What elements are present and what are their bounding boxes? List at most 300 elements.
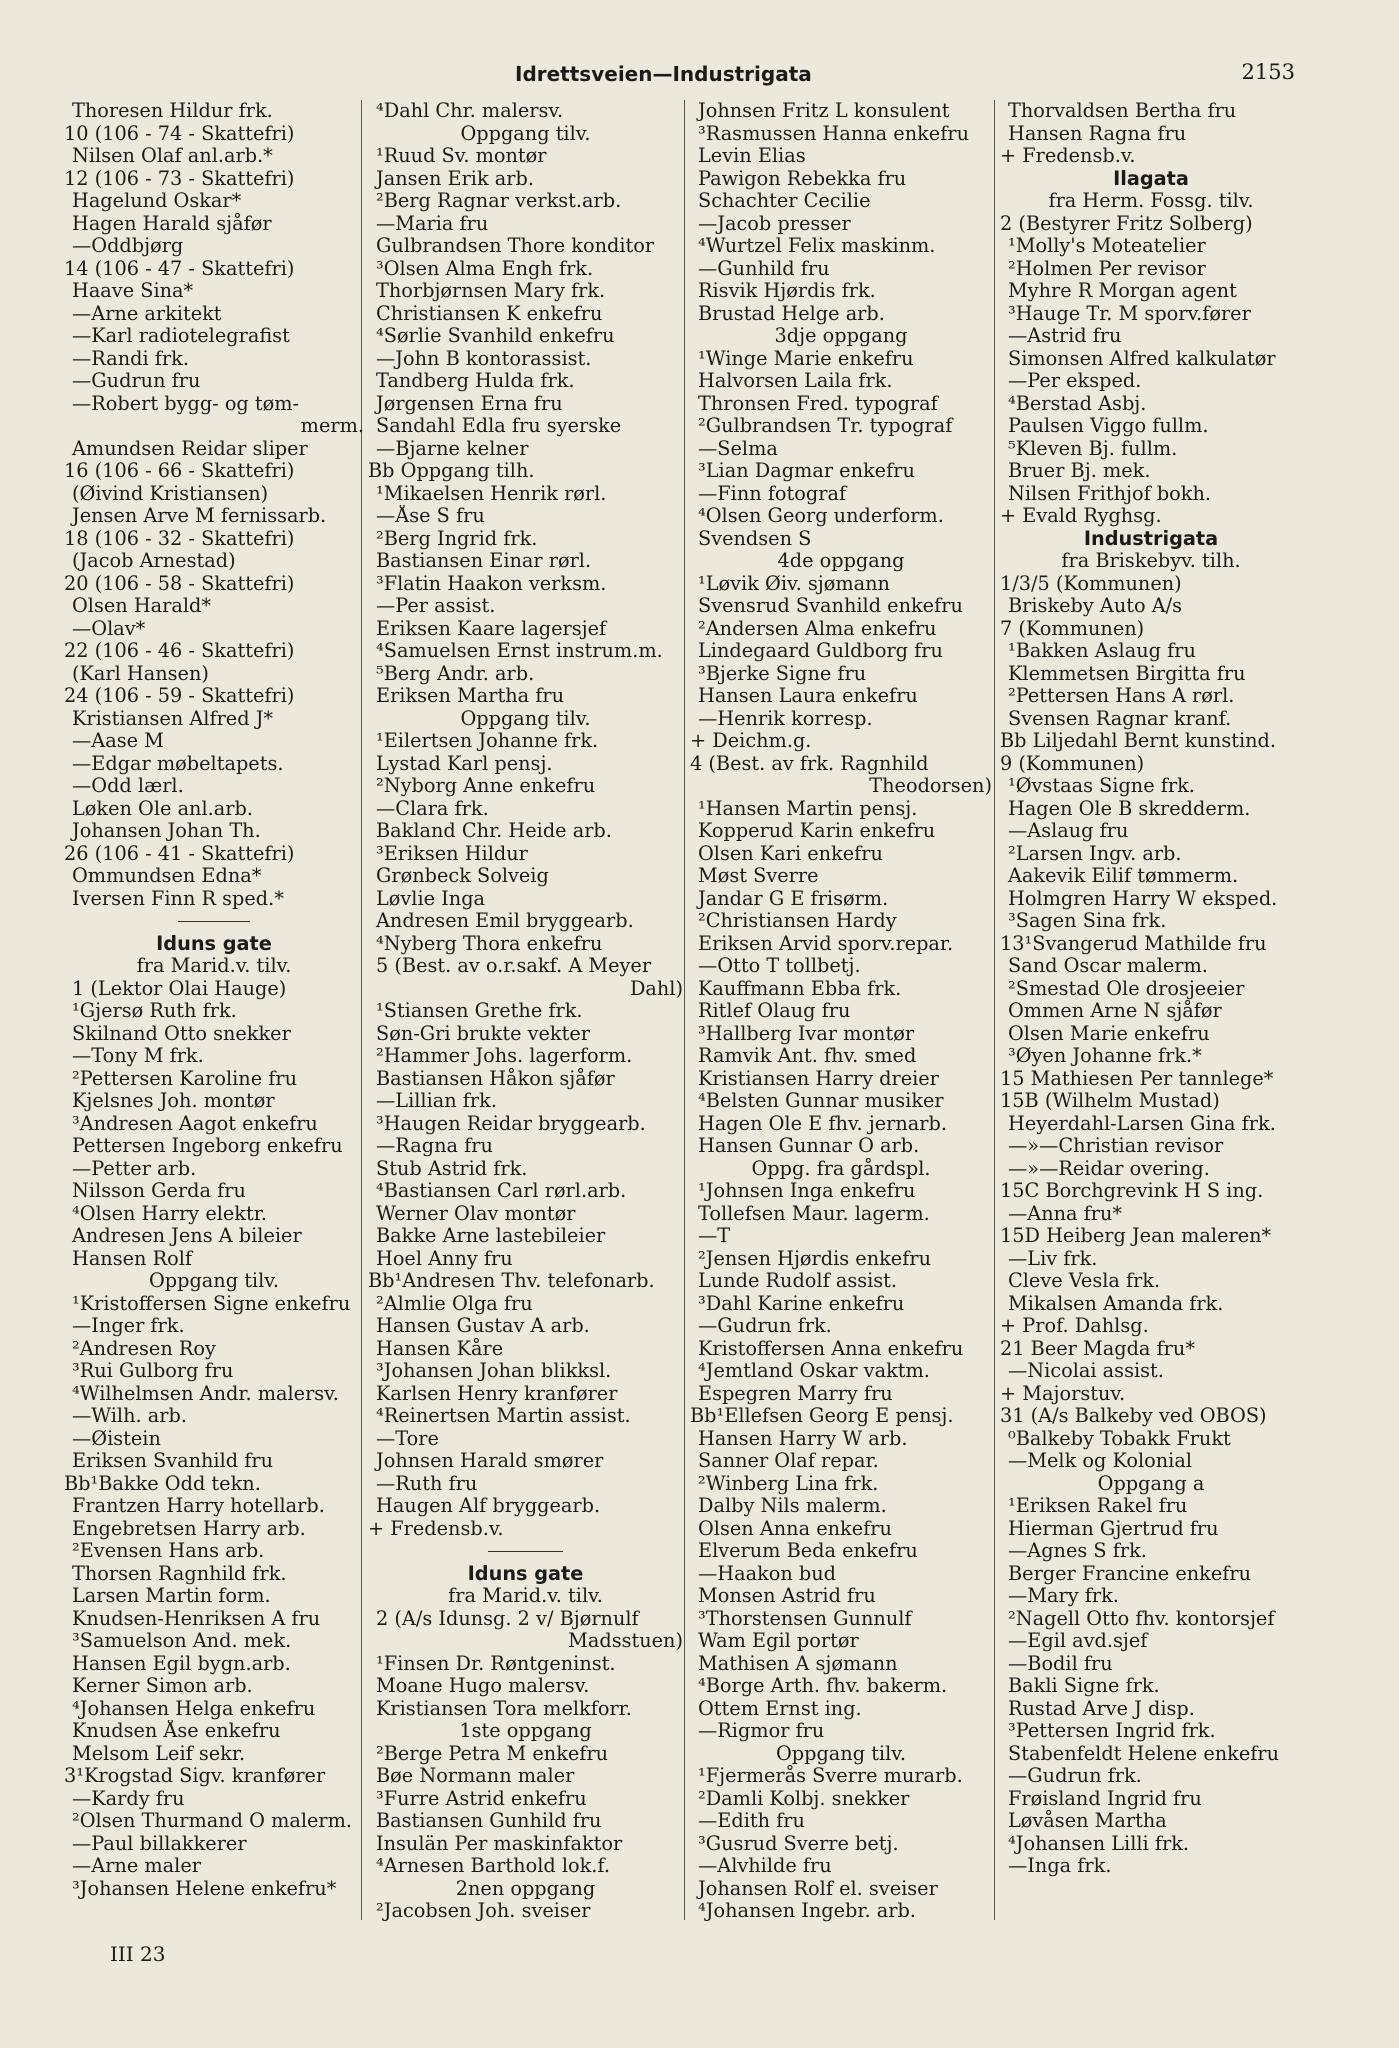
directory-entry: Madsstuen) bbox=[568, 1630, 683, 1652]
directory-entry: Ritlef Olaug fru bbox=[698, 1000, 851, 1022]
directory-entry: Thorsen Ragnhild frk. bbox=[72, 1562, 287, 1585]
directory-entry: 15C Borchgrevink H S ing. bbox=[1000, 1180, 1264, 1202]
directory-entry: 1/3/5 (Kommunen) bbox=[1000, 572, 1182, 595]
directory-entry: Johansen Rolf el. sveiser bbox=[698, 1877, 938, 1900]
directory-entry: —Otto T tollbetj. bbox=[698, 955, 861, 977]
directory-entry: Monsen Astrid fru bbox=[698, 1585, 876, 1607]
directory-entry: —Rigmor fru bbox=[698, 1720, 825, 1742]
directory-entry: ¹Løvik Øiv. sjømann bbox=[698, 572, 890, 595]
directory-entry: Kopperud Karin enkefru bbox=[698, 820, 936, 842]
street-heading: Iduns gate bbox=[467, 1562, 584, 1585]
directory-entry: Espegren Marry fru bbox=[698, 1382, 893, 1405]
directory-entry: ²Andresen Roy bbox=[72, 1337, 216, 1360]
directory-entry: ²Almlie Olga fru bbox=[376, 1292, 533, 1315]
directory-entry: ²Berg Ingrid frk. bbox=[376, 527, 538, 550]
directory-entry: Eriksen Kaare lagersjef bbox=[376, 617, 607, 640]
directory-entry: Melsom Leif sekr. bbox=[72, 1742, 246, 1765]
directory-entry: —Olav* bbox=[72, 617, 146, 640]
directory-entry: Hierman Gjertrud fru bbox=[1008, 1517, 1219, 1540]
directory-entry: Halvorsen Laila frk. bbox=[698, 370, 893, 392]
directory-entry: —»—Christian revisor bbox=[1008, 1135, 1224, 1157]
directory-entry: ²Berge Petra M enkefru bbox=[376, 1742, 609, 1765]
directory-entry: Hansen Gunnar O arb. bbox=[698, 1135, 920, 1157]
directory-entry: ²Smestad Ole drosjeeier bbox=[1008, 977, 1245, 1000]
directory-entry: —Karl radiotelegrafist bbox=[72, 325, 290, 347]
directory-entry: Mikalsen Amanda frk. bbox=[1008, 1292, 1224, 1315]
directory-entry: ²Holmen Per revisor bbox=[1008, 257, 1206, 280]
directory-entry: Hansen Harry W arb. bbox=[698, 1427, 908, 1450]
directory-entry: + Majorstuv. bbox=[1000, 1382, 1126, 1405]
directory-entry: merm. bbox=[300, 415, 364, 437]
directory-entry: ⁴Samuelsen Ernst instrum.m. bbox=[376, 640, 663, 662]
directory-entry: ³Dahl Karine enkefru bbox=[698, 1292, 905, 1315]
directory-entry: 3¹Krogstad Sigv. kranfører bbox=[64, 1765, 326, 1787]
directory-entry: ¹Eriksen Rakel fru bbox=[1008, 1495, 1188, 1517]
section-subheading: 3dje oppgang bbox=[774, 325, 908, 347]
directory-entry: Haave Sina* bbox=[72, 280, 194, 302]
directory-entry: Simonsen Alfred kalkulatør bbox=[1008, 347, 1276, 370]
directory-entry: —Kardy fru bbox=[72, 1787, 185, 1810]
directory-entry: ¹Mikaelsen Henrik rørl. bbox=[376, 482, 607, 505]
directory-entry: Nilsen Olaf anl.arb.* bbox=[72, 145, 273, 167]
directory-entry: ⁴Olsen Georg underform. bbox=[698, 505, 944, 527]
directory-entry: ¹Øvstaas Signe frk. bbox=[1008, 775, 1195, 797]
directory-entry: ²Berg Ragnar verkst.arb. bbox=[376, 190, 622, 212]
section-subheading: Oppgang tilv. bbox=[460, 707, 591, 730]
directory-entry: —Tony M frk. bbox=[72, 1045, 204, 1067]
directory-entry: ⁴Nyberg Thora enkefru bbox=[376, 932, 603, 955]
directory-entry: Sandahl Edla fru syerske bbox=[376, 415, 622, 437]
directory-entry: —Inger frk. bbox=[72, 1315, 185, 1337]
directory-entry: —Øistein bbox=[72, 1427, 161, 1450]
column-divider bbox=[994, 100, 995, 1920]
directory-entry: —Gunhild fru bbox=[698, 257, 830, 280]
directory-entry: Levin Elias bbox=[698, 145, 806, 167]
directory-entry: —Gudrun fru bbox=[72, 370, 201, 392]
directory-entry: Svendsen S bbox=[698, 527, 812, 550]
directory-entry: ¹Bakken Aslaug fru bbox=[1008, 640, 1196, 662]
directory-entry: Hoel Anny fru bbox=[376, 1247, 513, 1270]
directory-entry: 20 (106 - 58 - Skattefri) bbox=[64, 572, 295, 595]
directory-entry: ³Bjerke Signe fru bbox=[698, 662, 867, 685]
directory-entry: ¹Hansen Martin pensj. bbox=[698, 797, 918, 820]
directory-entry: —Maria fru bbox=[376, 212, 489, 235]
directory-entry: Tollefsen Maur. lagerm. bbox=[698, 1202, 930, 1225]
directory-entry: Stabenfeldt Helene enkefru bbox=[1008, 1742, 1280, 1765]
directory-entry: —Anna fru* bbox=[1008, 1202, 1123, 1225]
directory-entry: Løvåsen Martha bbox=[1008, 1810, 1167, 1832]
directory-entry: ⁴Johansen Ingebr. arb. bbox=[698, 1900, 916, 1922]
directory-entry: —Per assist. bbox=[376, 595, 496, 617]
street-heading: Iduns gate bbox=[156, 932, 272, 955]
directory-entry: Risvik Hjørdis frk. bbox=[698, 280, 876, 302]
directory-entry: —Aase M bbox=[72, 730, 164, 752]
directory-entry: ⁴Jemtland Oskar vaktm. bbox=[698, 1360, 930, 1382]
directory-entry: ²Olsen Thurmand O malerm. bbox=[72, 1810, 353, 1832]
section-subheading: Oppgang tilv. bbox=[460, 122, 591, 145]
directory-column-1 bbox=[64, 100, 364, 1900]
directory-entry: Ottem Ernst ing. bbox=[698, 1697, 862, 1720]
directory-entry: —Randi frk. bbox=[72, 347, 189, 370]
section-subheading: fra Marid.v. tilv. bbox=[136, 955, 292, 977]
running-head: Idrettsveien—Industrigata bbox=[515, 62, 812, 86]
directory-entry: Ramvik Ant. fhv. smed bbox=[698, 1045, 917, 1067]
directory-entry: 18 (106 - 32 - Skattefri) bbox=[64, 527, 295, 550]
directory-entry: ¹Molly's Moteatelier bbox=[1008, 235, 1206, 257]
directory-entry: Jandar G E frisørm. bbox=[698, 887, 889, 910]
directory-entry: —Robert bygg- og tøm- bbox=[72, 392, 300, 415]
directory-entry: Bastiansen Einar rørl. bbox=[376, 550, 592, 572]
directory-entry: —Alvhilde fru bbox=[698, 1855, 832, 1877]
directory-entry: Pettersen Ingeborg enkefru bbox=[72, 1135, 343, 1157]
street-heading: Ilagata bbox=[1113, 167, 1189, 190]
directory-entry: Nilsen Frithjof bokh. bbox=[1008, 482, 1212, 505]
directory-entry: + Fredensb.v. bbox=[368, 1517, 504, 1540]
directory-entry: ³Hallberg Ivar montør bbox=[698, 1022, 915, 1045]
directory-entry: ¹Stiansen Grethe frk. bbox=[376, 1000, 583, 1022]
directory-entry: ¹Gjersø Ruth frk. bbox=[72, 1000, 237, 1022]
directory-entry: Haugen Alf bryggearb. bbox=[376, 1495, 601, 1517]
directory-entry: Wam Egil portør bbox=[698, 1630, 859, 1652]
directory-entry: Hansen Kåre bbox=[376, 1337, 504, 1360]
column-divider bbox=[684, 100, 685, 1920]
directory-entry: ⁴Berstad Asbj. bbox=[1008, 392, 1147, 415]
directory-entry: Johansen Johan Th. bbox=[72, 820, 261, 842]
directory-entry: —Egil avd.sjef bbox=[1008, 1630, 1148, 1652]
directory-entry: Bb¹Andresen Thv. telefonarb. bbox=[368, 1270, 655, 1292]
directory-entry: Johnsen Harald smører bbox=[376, 1450, 604, 1472]
directory-entry: 10 (106 - 74 - Skattefri) bbox=[64, 122, 295, 145]
directory-entry: —Arne arkitekt bbox=[72, 302, 222, 325]
directory-entry: Sanner Olaf repar. bbox=[698, 1450, 879, 1472]
directory-entry: 1 (Lektor Olai Hauge) bbox=[72, 977, 287, 1000]
directory-entry: Iversen Finn R sped.* bbox=[72, 887, 284, 910]
directory-column-3 bbox=[690, 100, 992, 1923]
directory-entry: Ommundsen Edna* bbox=[72, 865, 262, 887]
directory-entry: Andresen Jens A bileier bbox=[72, 1225, 302, 1247]
directory-entry: —Selma bbox=[698, 437, 778, 460]
directory-entry: 26 (106 - 41 - Skattefri) bbox=[64, 842, 295, 865]
directory-entry: ¹Finsen Dr. Røntgeninst. bbox=[376, 1652, 616, 1675]
directory-entry: Bastiansen Gunhild fru bbox=[376, 1810, 602, 1832]
directory-entry: —Arne maler bbox=[72, 1855, 201, 1877]
directory-entry: ³Johansen Helene enkefru* bbox=[72, 1877, 337, 1900]
directory-entry: —Melk og Kolonial bbox=[1008, 1450, 1193, 1472]
directory-entry: ⁴Bastiansen Carl rørl.arb. bbox=[376, 1180, 627, 1202]
directory-entry: 15D Heiberg Jean maleren* bbox=[1000, 1225, 1272, 1247]
directory-entry: Werner Olav montør bbox=[376, 1202, 576, 1225]
directory-entry: ²Christiansen Hardy bbox=[698, 910, 897, 932]
directory-entry: —Gudrun frk. bbox=[698, 1315, 832, 1337]
directory-entry: Bakke Arne lastebileier bbox=[376, 1225, 606, 1247]
section-subheading: 4de oppgang bbox=[777, 550, 905, 572]
directory-entry: —Oddbjørg bbox=[72, 235, 184, 257]
directory-entry: Paulsen Viggo fullm. bbox=[1008, 415, 1209, 437]
directory-entry: Bb Oppgang tilh. bbox=[368, 460, 535, 482]
section-divider bbox=[368, 1540, 683, 1563]
directory-entry: Svensen Ragnar kranf. bbox=[1008, 707, 1232, 730]
directory-entry: ¹Ruud Sv. montør bbox=[376, 145, 547, 167]
directory-entry: Hagen Harald sjåfør bbox=[72, 212, 272, 235]
page-number: 2153 bbox=[1241, 60, 1295, 84]
directory-entry: ³Andresen Aagot enkefru bbox=[72, 1112, 318, 1135]
directory-entry: Bruer Bj. mek. bbox=[1008, 460, 1151, 482]
directory-entry: Thorbjørnsen Mary frk. bbox=[376, 280, 606, 302]
directory-entry: Skilnand Otto snekker bbox=[72, 1022, 291, 1045]
directory-entry: ³Rasmussen Hanna enkefru bbox=[698, 122, 969, 145]
directory-entry: Briskeby Auto A/s bbox=[1008, 595, 1183, 617]
directory-entry: ²Nagell Otto fhv. kontorsjef bbox=[1008, 1607, 1275, 1630]
directory-entry: Hansen Laura enkefru bbox=[698, 685, 918, 707]
directory-entry: —Haakon bud bbox=[698, 1562, 837, 1585]
directory-entry: —Wilh. arb. bbox=[72, 1405, 187, 1427]
directory-entry: 2 (Bestyrer Fritz Solberg) bbox=[1000, 212, 1253, 235]
directory-entry: Tandberg Hulda frk. bbox=[376, 370, 575, 392]
directory-entry: Holmgren Harry W eksped. bbox=[1008, 887, 1278, 910]
street-heading: Industrigata bbox=[1083, 527, 1219, 550]
directory-entry: Lindegaard Guldborg fru bbox=[698, 640, 943, 662]
directory-entry: Kerner Simon arb. bbox=[72, 1675, 253, 1697]
directory-entry: —John B kontorassist. bbox=[376, 347, 592, 370]
directory-entry: ²Jacobsen Joh. sveiser bbox=[376, 1900, 591, 1922]
section-subheading: 2nen oppgang bbox=[455, 1877, 596, 1900]
directory-entry: Berger Francine enkefru bbox=[1008, 1562, 1252, 1585]
directory-entry: ⁵Kleven Bj. fullm. bbox=[1008, 437, 1178, 460]
directory-entry: Jensen Arve M fernissarb. bbox=[72, 505, 327, 527]
directory-entry: 22 (106 - 46 - Skattefri) bbox=[64, 640, 295, 662]
directory-entry: ⁵Berg Andr. arb. bbox=[376, 662, 535, 685]
directory-entry: ³Flatin Haakon verksm. bbox=[376, 572, 607, 595]
directory-entry: ⁴Reinertsen Martin assist. bbox=[376, 1405, 631, 1427]
directory-entry: ²Larsen Ingv. arb. bbox=[1008, 842, 1182, 865]
section-subheading: Oppg. fra gårdspl. bbox=[751, 1157, 931, 1180]
directory-entry: Karlsen Henry kranfører bbox=[376, 1382, 618, 1405]
directory-entry: Søn-Gri brukte vekter bbox=[376, 1022, 590, 1045]
directory-entry: 5 (Best. av o.r.sakf. A Meyer bbox=[376, 955, 652, 977]
directory-entry: —Ruth fru bbox=[376, 1472, 478, 1495]
directory-entry: 7 (Kommunen) bbox=[1000, 617, 1145, 640]
directory-column-4 bbox=[1000, 100, 1302, 1878]
directory-entry: 12 (106 - 73 - Skattefri) bbox=[64, 167, 295, 190]
directory-entry: ³Samuelson And. mek. bbox=[72, 1630, 292, 1652]
directory-entry: —Lillian frk. bbox=[376, 1090, 497, 1112]
directory-entry: Pawigon Rebekka fru bbox=[698, 167, 907, 190]
directory-entry: Brustad Helge arb. bbox=[698, 302, 885, 325]
section-subheading: Oppgang tilv. bbox=[148, 1270, 280, 1292]
directory-entry: ³Haugen Reidar bryggearb. bbox=[376, 1112, 646, 1135]
directory-entry: Nilsson Gerda fru bbox=[72, 1180, 246, 1202]
directory-entry: —Bjarne kelner bbox=[376, 437, 529, 460]
directory-entry: (Øivind Kristiansen) bbox=[72, 482, 269, 505]
directory-entry: ²Andersen Alma enkefru bbox=[698, 617, 937, 640]
directory-entry: Bøe Normann maler bbox=[376, 1765, 575, 1787]
directory-entry: 15 Mathiesen Per tannlege* bbox=[1000, 1067, 1274, 1090]
directory-entry: —Astrid fru bbox=[1008, 325, 1122, 347]
directory-entry: —Henrik korresp. bbox=[698, 707, 873, 730]
directory-entry: Sand Oscar malerm. bbox=[1008, 955, 1208, 977]
directory-entry: ²Pettersen Hans A rørl. bbox=[1008, 685, 1235, 707]
directory-entry: ⁴Belsten Gunnar musiker bbox=[698, 1090, 944, 1112]
directory-entry: Ommen Arne N sjåfør bbox=[1008, 1000, 1222, 1022]
directory-entry: ⁴Olsen Harry elektr. bbox=[72, 1202, 267, 1225]
directory-entry: ³Lian Dagmar enkefru bbox=[698, 460, 915, 482]
directory-entry: 9 (Kommunen) bbox=[1000, 752, 1145, 775]
directory-entry: ²Nyborg Anne enkefru bbox=[376, 775, 596, 797]
directory-entry: Andresen Emil bryggearb. bbox=[376, 910, 634, 932]
directory-entry: Bb Liljedahl Bernt kunstind. bbox=[1000, 730, 1277, 752]
directory-entry: Dahl) bbox=[629, 977, 683, 1000]
directory-entry: 4 (Best. av frk. Ragnhild bbox=[690, 752, 929, 775]
directory-entry: Rustad Arve J disp. bbox=[1008, 1697, 1195, 1720]
directory-entry: ⁴Arnesen Barthold lok.f. bbox=[376, 1855, 611, 1877]
directory-entry: Olsen Anna enkefru bbox=[698, 1517, 892, 1540]
directory-entry: Elverum Beda enkefru bbox=[698, 1540, 918, 1562]
section-subheading: fra Briskebyv. tilh. bbox=[1061, 550, 1241, 572]
directory-entry: Eriksen Arvid sporv.repar. bbox=[698, 932, 954, 955]
directory-entry: —Per ekspеd. bbox=[1008, 370, 1142, 392]
directory-entry: Hagelund Oskar* bbox=[72, 190, 242, 212]
directory-entry: + Deichm.g. bbox=[690, 730, 812, 752]
section-subheading: fra Marid.v. tilv. bbox=[448, 1585, 603, 1607]
directory-entry: Olsen Marie enkefru bbox=[1008, 1022, 1210, 1045]
directory-entry: ²Jensen Hjørdis enkefru bbox=[698, 1247, 931, 1270]
directory-entry: (Karl Hansen) bbox=[72, 662, 209, 685]
directory-entry: Lystad Karl pensj. bbox=[376, 752, 553, 775]
directory-entry: Frantzen Harry hotellarb. bbox=[72, 1495, 325, 1517]
directory-entry: ⁴Johansen Lilli frk. bbox=[1008, 1832, 1190, 1855]
directory-entry: ³Furre Astrid enkefru bbox=[376, 1787, 587, 1810]
directory-entry: —Gudrun frk. bbox=[1008, 1765, 1142, 1787]
directory-entry: Hansen Gustav A arb. bbox=[376, 1315, 590, 1337]
directory-entry: ⁴Johansen Helga enkefru bbox=[72, 1697, 316, 1720]
directory-entry: Thronsen Fred. typograf bbox=[698, 392, 938, 415]
directory-entry: Mathisen A sjømann bbox=[698, 1652, 898, 1675]
directory-entry: Cleve Vesla frk. bbox=[1008, 1270, 1161, 1292]
directory-entry: Aakevik Eilif tømmerm. bbox=[1008, 865, 1239, 887]
directory-entry: Eriksen Martha fru bbox=[376, 685, 565, 707]
directory-entry: ¹Kristoffersen Signe enkefru bbox=[72, 1292, 351, 1315]
directory-entry: —Edith fru bbox=[698, 1810, 805, 1832]
directory-entry: + Prof. Dahlsg. bbox=[1000, 1315, 1149, 1337]
directory-entry: —Mary frk. bbox=[1008, 1585, 1119, 1607]
directory-entry: Bb¹Ellefsen Georg E pensj. bbox=[690, 1405, 954, 1427]
directory-entry: Kristoffersen Anna enkefru bbox=[698, 1337, 964, 1360]
directory-entry: (Jacob Arnestad) bbox=[72, 550, 236, 572]
directory-entry: Svensrud Svanhild enkefru bbox=[698, 595, 963, 617]
directory-entry: Knudsen-Henriksen A fru bbox=[72, 1607, 321, 1630]
directory-entry: ²Gulbrandsen Tr. typograf bbox=[698, 415, 953, 437]
directory-entry: Jansen Erik arb. bbox=[376, 167, 534, 190]
directory-entry: ²Damli Kolbj. snekker bbox=[698, 1787, 910, 1810]
directory-entry: Kristiansen Harry dreier bbox=[698, 1067, 939, 1090]
section-subheading: Oppgang tilv. bbox=[775, 1742, 907, 1765]
directory-entry: Kjelsnes Joh. montør bbox=[72, 1090, 275, 1112]
directory-entry: Myhre R Morgan agent bbox=[1008, 280, 1237, 302]
directory-entry: Møst Sverre bbox=[698, 865, 819, 887]
directory-entry: Johnsen Fritz L konsulent bbox=[698, 100, 950, 122]
directory-entry: Hansen Egil bygn.arb. bbox=[72, 1652, 291, 1675]
directory-entry: Schachter Cecilie bbox=[698, 190, 871, 212]
directory-entry: + Evald Ryghsg. bbox=[1000, 505, 1162, 527]
directory-entry: ²Winberg Lina frk. bbox=[698, 1472, 879, 1495]
directory-entry: Christiansen K enkefru bbox=[376, 302, 603, 325]
section-divider bbox=[64, 910, 364, 933]
directory-entry: —»—Reidar overing. bbox=[1008, 1157, 1210, 1180]
directory-entry: Olsen Harald* bbox=[72, 595, 211, 617]
directory-entry: ⁴Dahl Chr. malersv. bbox=[376, 100, 564, 122]
directory-entry: Grønbeck Solveig bbox=[376, 865, 549, 887]
directory-entry: ⁴Wilhelmsen Andr. malersv. bbox=[72, 1382, 339, 1405]
section-subheading: 1ste oppgang bbox=[459, 1720, 592, 1742]
directory-entry: —Petter arb. bbox=[72, 1157, 197, 1180]
directory-entry: 16 (106 - 66 - Skattefri) bbox=[64, 460, 295, 482]
directory-entry: 21 Beer Magda fru* bbox=[1000, 1337, 1195, 1360]
directory-entry: ³Thorstensen Gunnulf bbox=[698, 1607, 912, 1630]
directory-entry: —Agnes S frk. bbox=[1008, 1540, 1147, 1562]
directory-entry: Dalby Nils malerm. bbox=[698, 1495, 887, 1517]
directory-entry: ³Pettersen Ingrid frk. bbox=[1008, 1720, 1216, 1742]
directory-entry: ³Olsen Alma Engh frk. bbox=[376, 257, 594, 280]
directory-entry: Kristiansen Alfred J* bbox=[72, 707, 274, 730]
directory-entry: Hansen Rolf bbox=[72, 1247, 193, 1270]
directory-entry: ²Evensen Hans arb. bbox=[72, 1540, 265, 1562]
directory-entry: 31 (A/s Balkeby ved OBOS) bbox=[1000, 1405, 1267, 1427]
directory-entry: Bakland Chr. Heide arb. bbox=[376, 820, 612, 842]
directory-entry: 14 (106 - 47 - Skattefri) bbox=[64, 257, 295, 280]
directory-entry: ³Eriksen Hildur bbox=[376, 842, 528, 865]
directory-entry: ²Hammer Johs. lagerform. bbox=[376, 1045, 633, 1067]
directory-entry: 13¹Svangerud Mathilde fru bbox=[1000, 932, 1267, 955]
directory-entry: ¹Johnsen Inga enkefru bbox=[698, 1180, 916, 1202]
directory-entry: ⁴Sørlie Svanhild enkefru bbox=[376, 325, 615, 347]
directory-entry: —Edgar møbeltapets. bbox=[72, 752, 284, 775]
directory-entry: + Fredensb.v. bbox=[1000, 145, 1136, 167]
directory-entry: —T bbox=[698, 1225, 731, 1247]
page-header bbox=[0, 62, 1399, 92]
directory-entry: ³Sagen Sina frk. bbox=[1008, 910, 1167, 932]
directory-entry: ⁴Wurtzel Felix maskinm. bbox=[698, 235, 936, 257]
directory-entry: Knudsen Åse enkefru bbox=[72, 1720, 281, 1742]
directory-entry: 24 (106 - 59 - Skattefri) bbox=[64, 685, 295, 707]
directory-entry: —Clara frk. bbox=[376, 797, 489, 820]
directory-entry: Thoresen Hildur frk. bbox=[72, 100, 273, 122]
directory-entry: Hagen Ole B skredderm. bbox=[1008, 797, 1251, 820]
directory-entry: Frøisland Ingrid fru bbox=[1008, 1787, 1202, 1810]
directory-entry: Eriksen Svanhild fru bbox=[72, 1450, 274, 1472]
signature-mark: III 23 bbox=[110, 1942, 166, 1966]
directory-entry: ¹Fjermerås Sverre murarb. bbox=[698, 1765, 963, 1787]
directory-entry: Klemmetsen Birgitta fru bbox=[1008, 662, 1246, 685]
directory-entry: —Nicolai assist. bbox=[1008, 1360, 1164, 1382]
directory-entry: —Aslaug fru bbox=[1008, 820, 1129, 842]
directory-entry: Hansen Ragna fru bbox=[1008, 122, 1187, 145]
directory-column-2 bbox=[368, 100, 683, 1923]
directory-entry: 2 (A/s Idunsg. 2 v/ Bjørnulf bbox=[376, 1607, 639, 1630]
directory-entry: Stub Astrid frk. bbox=[376, 1157, 528, 1180]
directory-entry: Larsen Martin form. bbox=[72, 1585, 271, 1607]
directory-entry: ³Johansen Johan blikksl. bbox=[376, 1360, 612, 1382]
directory-entry: 15B (Wilhelm Mustad) bbox=[1000, 1090, 1220, 1112]
directory-entry: —Odd lærl. bbox=[72, 775, 184, 797]
directory-entry: Theodorsen) bbox=[869, 775, 992, 797]
directory-entry: Kauffmann Ebba frk. bbox=[698, 977, 902, 1000]
directory-entry: —Ragna fru bbox=[376, 1135, 493, 1157]
directory-entry: ³Rui Gulborg fru bbox=[72, 1360, 234, 1382]
directory-entry: Insulän Per maskinfaktor bbox=[376, 1832, 623, 1855]
section-subheading: Oppgang a bbox=[1097, 1472, 1205, 1495]
directory-entry: Bakli Signe frk. bbox=[1008, 1675, 1160, 1697]
directory-entry: ²Pettersen Karoline fru bbox=[72, 1067, 298, 1090]
